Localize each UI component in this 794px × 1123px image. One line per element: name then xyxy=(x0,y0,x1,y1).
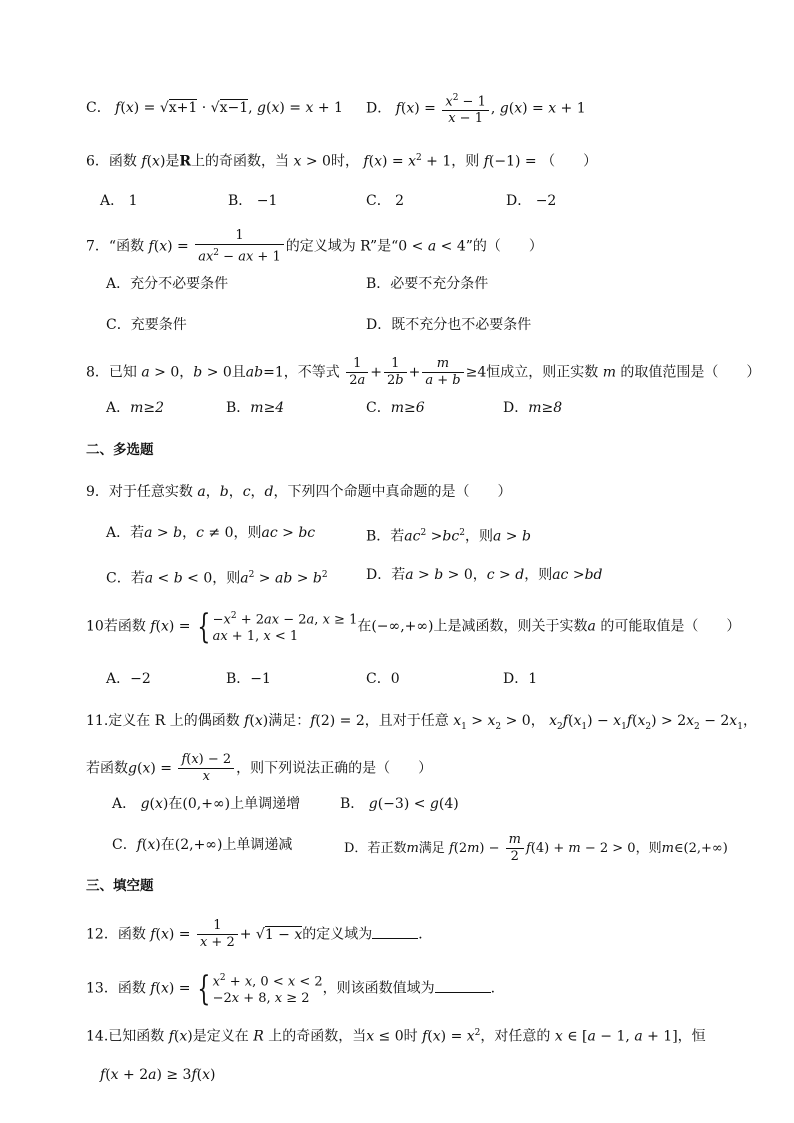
q6-option-d: D． −2 xyxy=(506,193,557,209)
q7-option-d: D．既不充分也不必要条件 xyxy=(366,317,532,333)
q9-option-c: C．若a < b < 0，则$a^2$ > ab > $b^2$ xyxy=(106,570,328,587)
q7-option-c: C．充要条件 xyxy=(106,317,187,333)
q10-option-b: B．−1 xyxy=(226,671,271,687)
q6-option-c: C． 2 xyxy=(366,193,405,209)
q6-option-b: B． −1 xyxy=(228,193,278,209)
question-14: 14.已知函数 f(x)是定义在 R 上的奇函数，当x ≤ 0时 $f(x) = x^2$，对任意的 x ∈ [a − 1, a + 1]，恒 xyxy=(86,1028,706,1045)
question-14-cont: f(x + 2a) ≥ 3f(x) xyxy=(100,1067,216,1083)
question-13: 13．函数 f(x) = { $x^2 + x$, 0 < x < 2 −2x + 8, x ≥ 2，则该函数值域为 . xyxy=(86,968,496,1009)
q7-option-a: A．充分不必要条件 xyxy=(106,276,229,292)
q5-option-c: C． f(x) = √x+1 · √x−1, g(x) = x + 1 xyxy=(86,100,343,116)
q9-option-d: D．若a > b > 0，c > d，则ac >bd xyxy=(366,567,603,583)
q8-option-a: A．m≥2 xyxy=(106,400,165,416)
answer-blank[interactable] xyxy=(372,924,418,939)
question-8: 8．已知 a > 0，b > 0且ab=1，不等式 $\frac{1}{2a}$ + $\frac{1}{2b}$ + $\frac{m}{a + b}$ ≥4恒成立，则正实数 m 的取值范围是（ ） xyxy=(86,356,761,388)
q10-option-a: A．−2 xyxy=(106,671,151,687)
q9-option-b: B．若$ac^2 >bc^2$，则a > b xyxy=(366,528,531,545)
section-heading-fill-in: 三、填空题 xyxy=(86,878,154,894)
q11-option-a: A． g(x)在(0,+∞)上单调递增 xyxy=(112,796,301,812)
q10-option-d: D．1 xyxy=(503,671,538,687)
q11-option-b: B． g(−3) < g(4) xyxy=(340,796,459,812)
q11-option-d: D．若正数m满足 f(2m) − $\frac{m}{2}$ f(4) + m − 2 > 0，则m∈(2,+∞) xyxy=(344,832,728,864)
q8-option-c: C．m≥6 xyxy=(366,400,425,416)
question-12: 12．函数 f(x) = $\frac{1}{x + 2}$ + √1 − x的定义域为 ． xyxy=(86,918,433,950)
section-heading-multiple-choice: 二、多选题 xyxy=(86,442,154,458)
question-6: 6．函数 f(x)是R上的奇函数，当 x > 0时， $f(x) = x^2 + 1$，则 f(−1) = （ ） xyxy=(86,153,598,170)
q10-option-c: C．0 xyxy=(366,671,400,687)
question-11-cont: 若函数g(x) = $\frac{f(x) - 2}{x}$ ，则下列说法正确的是（ ） xyxy=(86,752,433,784)
q8-option-d: D．m≥8 xyxy=(503,400,563,416)
q5-option-d: D． f(x) = $\frac{x^2 - 1}{x - 1}$ , g(x) = x + 1 xyxy=(366,90,586,127)
question-10: 10若函数 f(x) = { $-x^2 + 2ax - 2a$, x ≥ 1 ax + 1, x < 1在(−∞,+∞)上是减函数，则关于实数a 的可能取值是（ ） xyxy=(86,606,741,647)
q11-option-c: C．f(x)在(2,+∞)上单调递减 xyxy=(112,837,293,853)
question-11: 11.定义在 R 上的偶函数 f(x)满足：f(2) = 2，且对于任意 $x_1 > x_2 > 0$， $x_2f(x_1) - x_1f(x_2) > 2x_2 - 2x_1$， xyxy=(86,713,757,732)
answer-blank[interactable] xyxy=(435,978,491,993)
question-7: 7．“函数 f(x) = $\frac{1}{ax^2 - ax + 1}$ 的定义域为 R”是“0 < a < 4”的（ ） xyxy=(86,228,543,265)
q7-option-b: B．必要不充分条件 xyxy=(366,276,489,292)
q9-option-a: A．若a > b，c ≠ 0，则ac > bc xyxy=(106,525,316,541)
q8-option-b: B．m≥4 xyxy=(226,400,285,416)
question-9: 9．对于任意实数 a，b，c，d，下列四个命题中真命题的是（ ） xyxy=(86,484,512,500)
q6-option-a: A． 1 xyxy=(100,193,138,209)
